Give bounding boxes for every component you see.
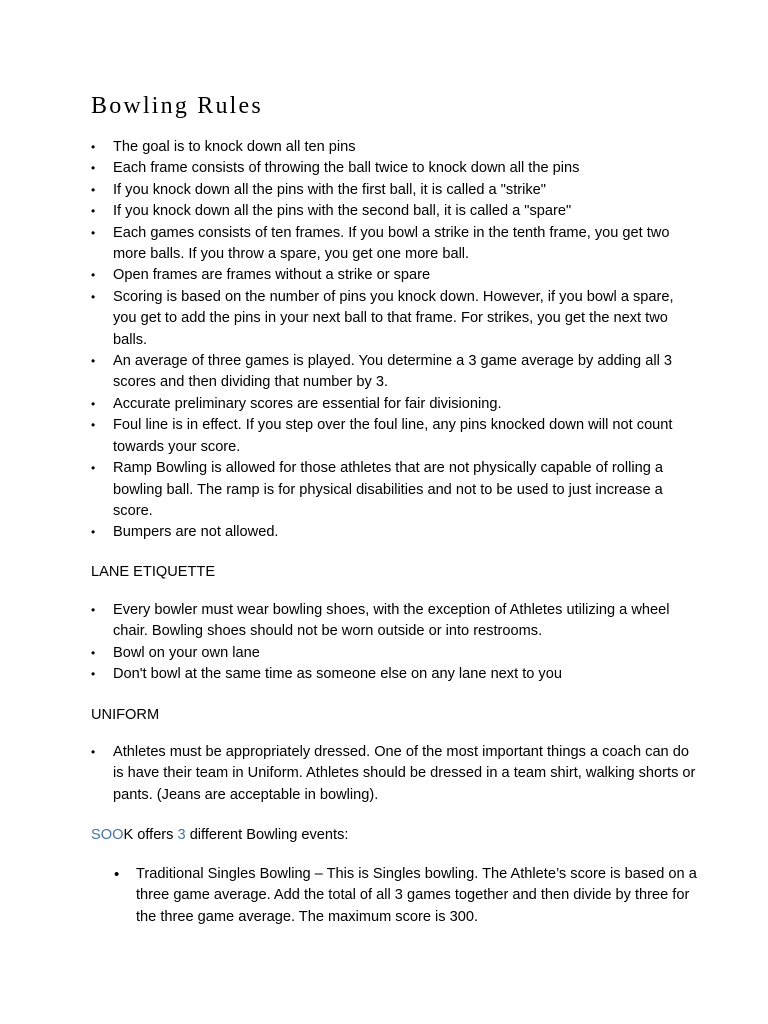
uniform-list [0,742,700,806]
rule-item: • Ramp Bowling is allowed for those athletes that are not physically capable of rolling a bowling ball. The ramp is for physical disabilities and not to be used to just increase a score. [0,458,700,522]
events-heading-rest: different Bowling events: [185,827,349,843]
rule-item: • An average of three games is played. You determine a 3 game average by adding all 3 scores and then dividing that number by 3. [0,351,700,394]
rule-item: • Each games consists of ten frames. If you bowl a strike in the tenth frame, you get two more balls. If you throw a spare, you get one more ball. [0,223,700,266]
rule-item: • If you knock down all the pins with the first ball, it is called a "strike" [0,180,700,201]
events-heading-org: SOO [91,827,124,843]
events-heading-count: 3 [177,827,186,843]
rule-item: • The goal is to knock down all ten pins [0,137,700,158]
etiquette-item: • Every bowler must wear bowling shoes, with the exception of Athletes utilizing a wheel chair. Bowling shoes should not be worn outside or into restrooms. [0,600,700,643]
rule-item: • Foul line is in effect. If you step over the foul line, any pins knocked down will not count towards your score. [0,415,700,458]
etiquette-item: • Don't bowl at the same time as someone else on any lane next to you [0,664,700,685]
uniform-item: • Athletes must be appropriately dressed. One of the most important things a coach can do is have their team in Uniform. Athletes should be dressed in a team shirt, walking shorts or pants. (Jeans are acceptable in bowling). [0,742,700,806]
rule-item: • Bumpers are not allowed. [0,522,700,543]
document-title: Bowling Rules [91,93,263,119]
uniform-heading: UNIFORM [91,707,160,723]
rule-item: • Open frames are frames without a strike or spare [0,265,700,286]
etiquette-item: • Bowl on your own lane [0,643,700,664]
rules-list [0,137,700,544]
rule-item: • Scoring is based on the number of pins you knock down. However, if you bowl a spare, you get to add the pins in your next ball to that frame. For strikes, you get the next two balls. [0,287,700,351]
lane-etiquette-heading: LANE ETIQUETTE [91,564,216,580]
event-item: • Traditional Singles Bowling – This is Singles bowling. The Athlete’s score is based on a three game average. Add the total of all 3 games together and then divide by three for the three game average. The maximum score is 300. [0,864,700,928]
events-list [0,864,700,928]
lane-etiquette-list [0,600,700,686]
events-heading-k: K offers [123,827,178,843]
rule-item: • Accurate preliminary scores are essential for fair divisioning. [0,394,700,415]
rule-item: • Each frame consists of throwing the ball twice to knock down all the pins [0,158,700,179]
events-heading [91,825,348,845]
rule-item: • If you knock down all the pins with the second ball, it is called a "spare" [0,201,700,222]
